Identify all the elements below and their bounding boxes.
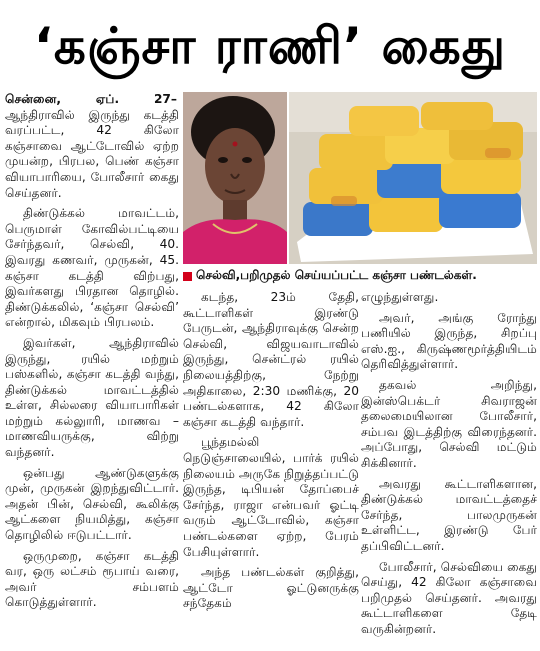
paragraph: இவர்கள், ஆந்திராவில் இருந்து, ரயில் மற்றும் பஸ்களில், கஞ்சா கடத்தி வந்து, திண்டுக்கல் மாவட்டத்தில் உள்ள, சில்லரை வியாபாரிகள் மற்றும் கல்லுாரி, மாணவ – மாணவியருக்கு, விற்று வந்தனர்.	[5, 335, 179, 460]
seized-packages-illustration	[289, 92, 537, 264]
suspect-photo	[183, 92, 287, 264]
caption-square-icon	[183, 272, 192, 281]
photo-row	[183, 92, 537, 264]
paragraph: அவரது கூட்டாளிகளான, திண்டுக்கல் மாவட்டத்தைச் சேர்ந்த, பாலமுருகன் உள்ளிட்ட, இரண்டு பேர் தப்பிவிட்டனர்.	[361, 476, 537, 553]
paragraph: அந்த பண்டல்கள் குறித்து, ஆட்டோ ஓட்டுனருக்கு சந்தேகம்	[183, 565, 359, 611]
column-1	[5, 92, 179, 616]
paragraph: போலீசார், செல்வியை கைது செய்து, 42 கிலோ கஞ்சாவை பறிமுதல் செய்தனர். அவரது கூட்டாளிகளை தேடி வருகின்றனர்.	[361, 559, 537, 636]
photo-caption	[183, 266, 537, 286]
lead-text: ஆந்திராவில் இருந்து கடத்தி வரப்பட்ட, 42 கிலோ கஞ்சாவை ஆட்டோவில் ஏற்ற முயன்ற, பிரபல, பெண் கஞ்சா வியாபாரியை, போலீசார் கைது செய்தனர்.	[5, 107, 179, 200]
paragraph: கடந்த, 23ம் தேதி, கூட்டாளிகள் இரண்டு பேருடன், ஆந்திராவுக்கு சென்ற செல்வி, விஜயவாடாவில் இருந்து, சென்ட்ரல் ரயில் நிலையத்திற்கு, நேற்று அதிகாலை, 2:30 மணிக்கு, 20 பண்டல்களாக, 42 கிலோ கஞ்சா கடத்தி வந்தார்.	[183, 290, 359, 429]
column-2	[183, 290, 359, 617]
dateline: சென்னை, ஏப். 27–	[5, 92, 177, 106]
suspect-photo-illustration	[183, 92, 287, 264]
paragraph: அவர், அங்கு ரோந்து பணியில் இருந்த, சிறப்பு எஸ்.ஐ., கிருஷ்ணமூர்த்தியிடம் தெரிவித்துள்ளார்.	[361, 310, 537, 372]
paragraph-lead	[5, 92, 179, 201]
paragraph: பூந்தமல்லி நெடுஞ்சாலையில், பார்க் ரயில் நிலையம் அருகே நிறுத்தப்பட்டு இருந்த, டிபியன் தோப்பைச் சேர்ந்த, ராஜா என்பவர் ஓட்டி வரும் ஆட்டோவில், கஞ்சா பண்டல்களை ஏற்ற, பேரம் பேசியுள்ளார்.	[183, 435, 359, 559]
headline: ‘கஞ்சா ராணி’ கைது	[33, 17, 507, 75]
caption-text: செல்வி,பறிமுதல் செய்யப்பட்ட கஞ்சா பண்டல்கள்.	[196, 268, 477, 282]
column-3	[361, 290, 537, 642]
paragraph: ஒன்பது ஆண்டுகளுக்கு முன், முருகன் இறந்துவிட்டார். அதன் பின், செல்வி, கூலிக்கு ஆட்களை நியமித்து, கஞ்சா தொழிலில் ஈடுபட்டார்.	[5, 465, 179, 543]
paragraph: தகவல் அறிந்து, இன்ஸ்பெக்டர் சிவராஜன் தலைமையிலான போலீசார், சம்பவ இடத்திற்கு விரைந்தனர். அப்போது, செல்வி மட்டும் சிக்கினார்.	[361, 377, 537, 470]
seized-packages-photo	[289, 92, 537, 264]
paragraph: எழுந்துள்ளது.	[361, 290, 439, 304]
paragraph: ஒருமுறை, கஞ்சா கடத்தி வர, ஒரு லட்சம் ரூபாய் வரை, அவர் சம்பளம் கொடுத்துள்ளார்.	[5, 548, 179, 610]
paragraph: திண்டுக்கல் மாவட்டம், பெருமாள் கோவில்பட்டியை சேர்ந்தவர், செல்வி, 40. இவரது கணவர், முருகன், 45. கஞ்சா கடத்தி விற்பது, இவர்களது பிரதான தொழில். திண்டுக்கலில், ‘கஞ்சா செல்வி’ என்றால், மிகவும் பிரபலம்.	[5, 206, 179, 330]
